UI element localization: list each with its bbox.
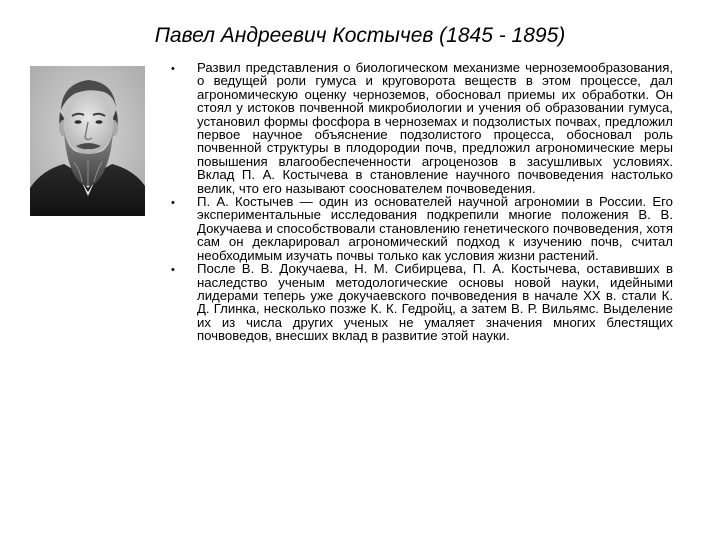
- bullet-marker: •: [171, 197, 175, 210]
- bullet-list: [168, 61, 673, 343]
- bullet-item: [168, 61, 673, 195]
- bullet-text: П. А. Костычев — один из основателей научной агрономии в России. Его экспериментальные исследования подкрепили многие положения В. В. Докучаева и способствовали становлению генетического почвоведения, хотя сам он декларировал агрономический подход к изучению почв, считал необходимым изучать почвы только как условия жизни растений.: [197, 194, 673, 263]
- bullet-text: Развил представления о биологическом механизме черноземообразования, о ведущей роли гумуса и круговорота веществ в этом процессе, дал агрономическую оценку черноземов, обосновал приемы их обработки. Он стоял у истоков почвенной микробиологии и учения об образовании гумуса, установил формы фосфора в черноземах и подзолистых почвах, предложил первое научное объяснение подзолистого процесса, обосновал роль почвенной структуры в плодородии почв, предложил агрономические меры повышения влагообеспеченности агроценозов в засушливых условиях. Вклад П. А. Костычева в становление научного почвоведения настолько велик, что его называют сооснователем почвоведения.: [197, 60, 673, 196]
- bullet-text: После В. В. Докучаева, Н. М. Сибирцева, П. А. Костычева, оставивших в наследство ученым методологические основы новой науки, идейными лидерами теперь уже докучаевского почвоведения в начале XX в. стали К. Д. Глинка, несколько позже К. К. Гедройц, а затем В. Р. Вильямс. Выделение их из числа других ученых не умаляет значения многих блестящих почвоведов, внесших вклад в развитие этой науки.: [197, 261, 673, 344]
- bullet-marker: •: [171, 63, 175, 75]
- bullet-item: [168, 195, 673, 262]
- slide-title: Павел Андреевич Костычев (1845 - 1895): [154, 24, 566, 47]
- bullet-item: [168, 262, 673, 342]
- bullet-marker: •: [171, 264, 175, 277]
- portrait-photo: [30, 66, 145, 216]
